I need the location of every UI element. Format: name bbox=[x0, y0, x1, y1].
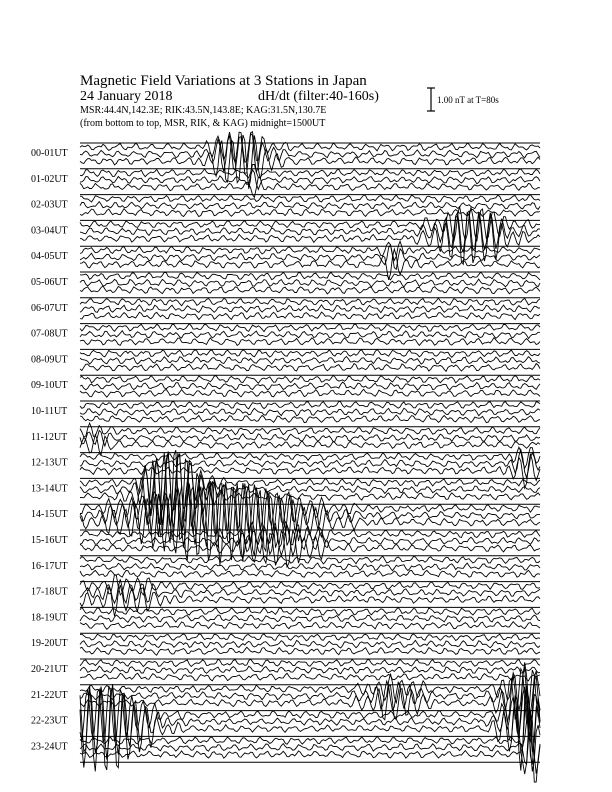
trace-rik bbox=[80, 563, 540, 571]
trace-msr bbox=[80, 447, 540, 468]
trace-rik bbox=[80, 640, 540, 648]
trace-rik bbox=[80, 666, 540, 674]
trace-rik bbox=[80, 382, 540, 390]
trace-rik bbox=[80, 279, 540, 287]
station-order-note: (from bottom to top, MSR, RIK, & KAG) midnight=1500UT bbox=[80, 118, 326, 129]
row-label: 17-18UT bbox=[31, 586, 68, 598]
row-label: 08-09UT bbox=[31, 354, 68, 366]
trace-msr bbox=[80, 195, 540, 203]
trace-rik bbox=[80, 450, 540, 478]
row-label: 00-01UT bbox=[31, 148, 68, 159]
trace-msr bbox=[80, 633, 540, 641]
row-label: 03-04UT bbox=[31, 225, 68, 237]
row-label: 18-19UT bbox=[31, 612, 68, 624]
trace-msr bbox=[80, 401, 540, 409]
trace-rik bbox=[80, 431, 540, 447]
row-label: 23-24UT bbox=[31, 741, 68, 753]
trace-rik bbox=[80, 357, 540, 365]
trace-kag bbox=[80, 673, 540, 681]
chart-date: 24 January 2018 bbox=[80, 89, 173, 104]
trace-msr bbox=[80, 272, 540, 280]
trace-kag bbox=[80, 249, 540, 280]
trace-kag bbox=[80, 209, 540, 217]
trace-kag bbox=[80, 389, 540, 397]
row-label: 05-06UT bbox=[31, 277, 68, 288]
trace-msr bbox=[80, 659, 540, 667]
scale-bar-label: 1.00 nT at T=80s bbox=[437, 95, 499, 105]
hour-rows bbox=[31, 132, 540, 782]
row-label: 09-10UT bbox=[31, 380, 68, 392]
trace-rik bbox=[80, 615, 540, 623]
scale-bar bbox=[427, 88, 499, 111]
trace-msr bbox=[80, 132, 540, 163]
trace-msr bbox=[80, 350, 540, 358]
row-label: 11-12UT bbox=[31, 431, 68, 443]
trace-rik bbox=[80, 331, 540, 339]
row-label: 15-16UT bbox=[31, 535, 68, 546]
row-label: 13-14UT bbox=[31, 483, 68, 495]
row-label: 06-07UT bbox=[31, 302, 68, 314]
trace-msr bbox=[80, 423, 540, 437]
row-label: 22-23UT bbox=[31, 715, 68, 727]
trace-kag bbox=[80, 286, 540, 294]
trace-kag bbox=[80, 647, 540, 655]
trace-kag bbox=[80, 338, 540, 346]
station-coordinates: MSR:44.4N,142.3E; RIK:43.5N,143.8E; KAG:31.5N,130.7E bbox=[80, 105, 327, 116]
trace-kag bbox=[80, 622, 540, 630]
trace-kag bbox=[80, 415, 540, 423]
trace-msr bbox=[80, 164, 540, 177]
chart-title: Magnetic Field Variations at 3 Stations in Japan bbox=[80, 73, 367, 89]
row-label: 19-20UT bbox=[31, 638, 68, 650]
row-label: 10-11UT bbox=[31, 406, 68, 417]
trace-msr bbox=[80, 324, 540, 332]
chart-quantity: dH/dt (filter:40-160s) bbox=[258, 89, 379, 104]
row-label: 01-02UT bbox=[31, 173, 68, 185]
row-label: 16-17UT bbox=[31, 560, 68, 572]
trace-kag bbox=[80, 312, 540, 320]
row-label: 04-05UT bbox=[31, 251, 68, 263]
row-label: 07-08UT bbox=[31, 328, 68, 340]
trace-kag bbox=[80, 570, 540, 577]
trace-rik bbox=[80, 408, 540, 416]
row-label: 12-13UT bbox=[31, 457, 68, 469]
trace-msr bbox=[80, 375, 540, 383]
row-label: 14-15UT bbox=[31, 509, 68, 521]
row-label: 02-03UT bbox=[31, 199, 68, 211]
trace-kag bbox=[80, 364, 540, 372]
row-label: 20-21UT bbox=[31, 664, 68, 675]
row-label: 21-22UT bbox=[31, 689, 68, 701]
trace-rik bbox=[80, 305, 540, 313]
trace-rik bbox=[80, 134, 540, 174]
